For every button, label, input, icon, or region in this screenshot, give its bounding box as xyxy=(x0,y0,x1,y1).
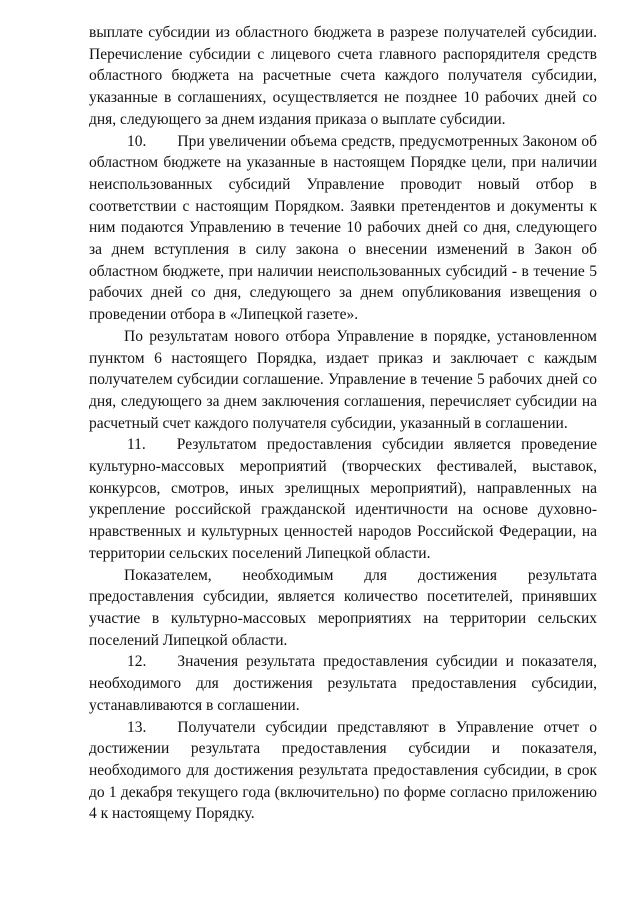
paragraph-item-10-results: По результатам нового отбора Управление в порядке, установленном пунктом 6 настоящего Порядка, издает приказ и заключает с каждым получателем субсидии соглашение. Управление в течение 5 рабочих дней со дня, следующего за днем заключения соглашения, перечисляет субсидии на расчетный счет каждого получателя субсидии, указанный в соглашении. xyxy=(89,327,597,432)
paragraph-item-11-indicator: Показателем, необходимым для достижения результата предоставления субсидии, является количество посетителей, принявших участие в культурно-массовых мероприятиях на территории сельских поселений Липецкой области. xyxy=(89,566,597,649)
paragraph-item-11: 11. Результатом предоставления субсидии является проведение культурно-массовых мероприятий (творческих фестивалей, выставок, конкурсов, смотров, иных зрелищных мероприятий), направленных на укрепление российской гражданской идентичности на основе духовно-нравственных и культурных ценностей народов Российской Федерации, на территории сельских поселений Липецкой области. xyxy=(89,436,597,562)
document-page xyxy=(89,22,597,825)
paragraph-item-12: 12. Значения результата предоставления субсидии и показателя, необходимого для достижения результата предоставления субсидии, устанавливаются в соглашении. xyxy=(89,653,597,714)
paragraph-item-10: 10. При увеличении объема средств, предусмотренных Законом об областном бюджете на указанные в настоящем Порядке цели, при наличии неиспользованных субсидий Управление проводит новый отбор в соответствии с настоящим Порядком. Заявки претендентов и документы к ним подаются Управлению в течение 10 рабочих дней со дня, следующего за днем вступления в силу закона о внесении изменений в Закон об областном бюджете, при наличии неиспользованных субсидий - в течение 5 рабочих дней со дня, следующего за днем опубликования извещения о проведении отбора в «Липецкой газете». xyxy=(89,132,597,324)
paragraph-item-13: 13. Получатели субсидии представляют в Управление отчет о достижении результата предоставления субсидии и показателя, необходимого для достижения результата предоставления субсидии, в срок до 1 декабря текущего года (включительно) по форме согласно приложению 4 к настоящему Порядку. xyxy=(89,718,597,823)
paragraph-continuation: выплате субсидии из областного бюджета в разрезе получателей субсидии. Перечисление субсидии с лицевого счета главного распорядителя средств областного бюджета на расчетные счета каждого получателя субсидии, указанные в соглашениях, осуществляется не позднее 10 рабочих дней со дня, следующего за днем издания приказа о выплате субсидии. xyxy=(89,24,597,128)
